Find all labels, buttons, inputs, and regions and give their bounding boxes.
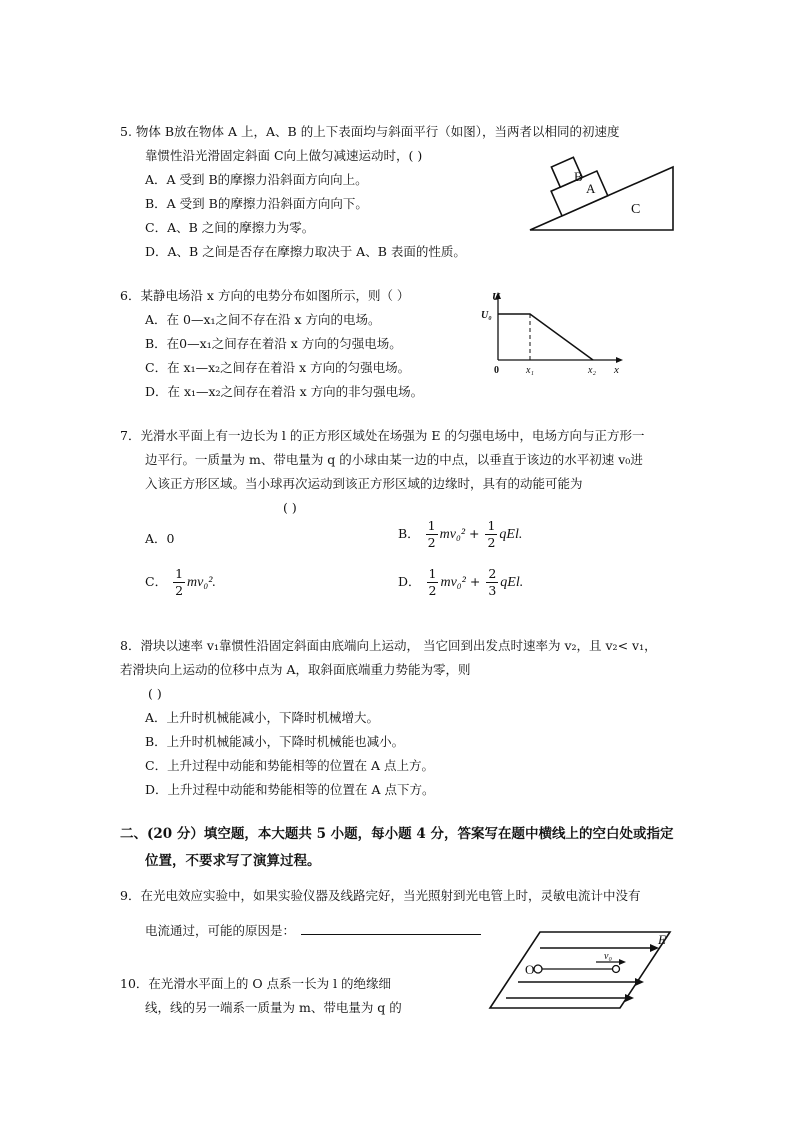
q5-option-d: D．A、B 之间是否存在摩擦力取决于 A、B 表面的性质。 xyxy=(145,244,466,259)
section2-header-line1: 二、(20 分）填空题，本大题共 5 小题，每小题 4 分，答案写在题中横线上的空白处或指定 xyxy=(120,826,674,842)
qel-term: qEl. xyxy=(499,527,523,542)
two-thirds-fraction: $\frac{2}{3}$ xyxy=(488,566,497,598)
label-v0: v₀ xyxy=(604,951,612,962)
q8-paren: ( ) xyxy=(148,686,162,701)
q7-option-d xyxy=(398,566,523,599)
mv0-squared: mv₀². xyxy=(187,575,216,590)
q9-stem-line1: 9．在光电效应实验中，如果实验仪器及线路完好，当光照射到光电管上时，灵敏电流计中没有 xyxy=(120,888,641,903)
q10-stem-line2: 线，线的另一端系一质量为 m、带电量为 q 的 xyxy=(145,1000,402,1015)
q7-option-d-label: D． xyxy=(398,574,421,589)
half-fraction: $\frac{1}{2}$ xyxy=(428,566,437,598)
label-x: x xyxy=(614,364,619,376)
label-o: O xyxy=(525,962,535,977)
q6-option-b: B．在0—x₁之间存在着沿 x 方向的匀强电场。 xyxy=(145,336,402,351)
qel-term: qEl. xyxy=(500,575,524,590)
q6-option-a: A．在 0—x₁之间不存在沿 x 方向的电场。 xyxy=(145,312,381,327)
q5-stem-line2: 靠惯性沿光滑固定斜面 C向上做匀减速运动时，( ) xyxy=(145,148,423,163)
q7-option-b-label: B． xyxy=(398,526,420,541)
q7-option-a xyxy=(145,530,174,548)
q8-stem-line1: 8．滑块以速率 v₁靠惯性沿固定斜面由底端向上运动， 当它回到出发点时速率为 v₂，且 v₂< v₁， xyxy=(120,638,657,653)
label-x1: x₁ xyxy=(526,365,534,376)
label-c: C xyxy=(631,202,641,217)
q5-stem-line1: 5. 物体 B放在物体 A 上，A、B 的上下表面均与斜面平行（如图），当两者以相同的初速度 xyxy=(120,124,620,139)
q7-option-c-label: C． xyxy=(145,574,168,589)
label-a: A xyxy=(586,181,596,196)
half-fraction: $\frac{1}{2}$ xyxy=(175,566,184,598)
label-e: E xyxy=(658,932,666,947)
q10-stem-line1: 10．在光滑水平面上的 O 点系一长为 l 的绝缘细 xyxy=(120,976,392,991)
q9-stem-line2 xyxy=(145,922,481,940)
field-arrow-3 xyxy=(625,994,634,1002)
q8-option-a: A．上升时机械能减小，下降时机械增大。 xyxy=(145,710,380,725)
incline-figure xyxy=(525,155,680,235)
half-fraction: $\frac{1}{2}$ xyxy=(487,518,496,550)
label-b: B xyxy=(574,169,583,184)
q7-option-c xyxy=(145,566,216,599)
q5-option-c: C．A、B 之间的摩擦力为零。 xyxy=(145,220,315,235)
q8-option-b: B．上升时机械能减小，下降时机械能也减小。 xyxy=(145,734,405,749)
label-u: U xyxy=(492,291,500,303)
field-figure xyxy=(488,928,674,1012)
plus-sign: + xyxy=(469,526,480,541)
q5-option-b: B．A 受到 B的摩擦力沿斜面方向向下。 xyxy=(145,196,368,211)
q5-option-a: A．A 受到 B的摩擦力沿斜面方向向上。 xyxy=(145,172,368,187)
q8-option-d: D．上升过程中动能和势能相等的位置在 A 点下方。 xyxy=(145,782,435,797)
q9-stem-text: 电流通过，可能的原因是： xyxy=(145,923,296,938)
x-arrow xyxy=(616,357,623,363)
potential-graph xyxy=(478,288,628,378)
q6-option-c: C．在 x₁—x₂之间存在着沿 x 方向的匀强电场。 xyxy=(145,360,411,375)
potential-curve xyxy=(498,314,593,360)
pivot-o xyxy=(534,965,542,973)
q6-option-d: D．在 x₁—x₂之间存在着沿 x 方向的非匀强电场。 xyxy=(145,384,424,399)
mv0-squared: mv₀² xyxy=(439,527,466,542)
label-origin: 0 xyxy=(494,365,499,376)
plus-sign: + xyxy=(469,574,481,589)
label-x2: x₂ xyxy=(588,365,596,376)
q7-stem-line3: 入该正方形区域。当小球再次运动到该正方形区域的边缘时，具有的动能可能为 xyxy=(145,476,583,491)
half-fraction: $\frac{1}{2}$ xyxy=(427,518,436,550)
q9-answer-blank[interactable] xyxy=(301,922,481,935)
q7-stem-line1: 7．光滑水平面上有一边长为 l 的正方形区域处在场强为 E 的匀强电场中，电场方向与正方形一 xyxy=(120,428,645,443)
mv0-squared: mv₀² xyxy=(440,575,466,590)
velocity-arrowhead xyxy=(619,959,626,965)
q7-option-a-text: A．0 xyxy=(145,531,175,546)
q8-option-c: C．上升过程中动能和势能相等的位置在 A 点上方。 xyxy=(145,758,435,773)
q8-stem-line2: 若滑块向上运动的位移中点为 A，取斜面底端重力势能为零，则 xyxy=(120,662,471,677)
q6-stem: 6．某静电场沿 x 方向的电势分布如图所示，则（ ） xyxy=(120,288,410,303)
label-u0: U₀ xyxy=(481,310,492,321)
q7-paren: ( ) xyxy=(283,500,297,515)
q7-option-b xyxy=(398,518,522,551)
plane-parallelogram xyxy=(490,932,670,1008)
q7-stem-line2: 边平行。一质量为 m、带电量为 q 的小球由某一边的中点，以垂直于该边的水平初速 v₀进 xyxy=(145,452,643,467)
section2-header-line2: 位置，不要求写了演算过程。 xyxy=(145,853,321,869)
charged-ball xyxy=(613,966,620,973)
